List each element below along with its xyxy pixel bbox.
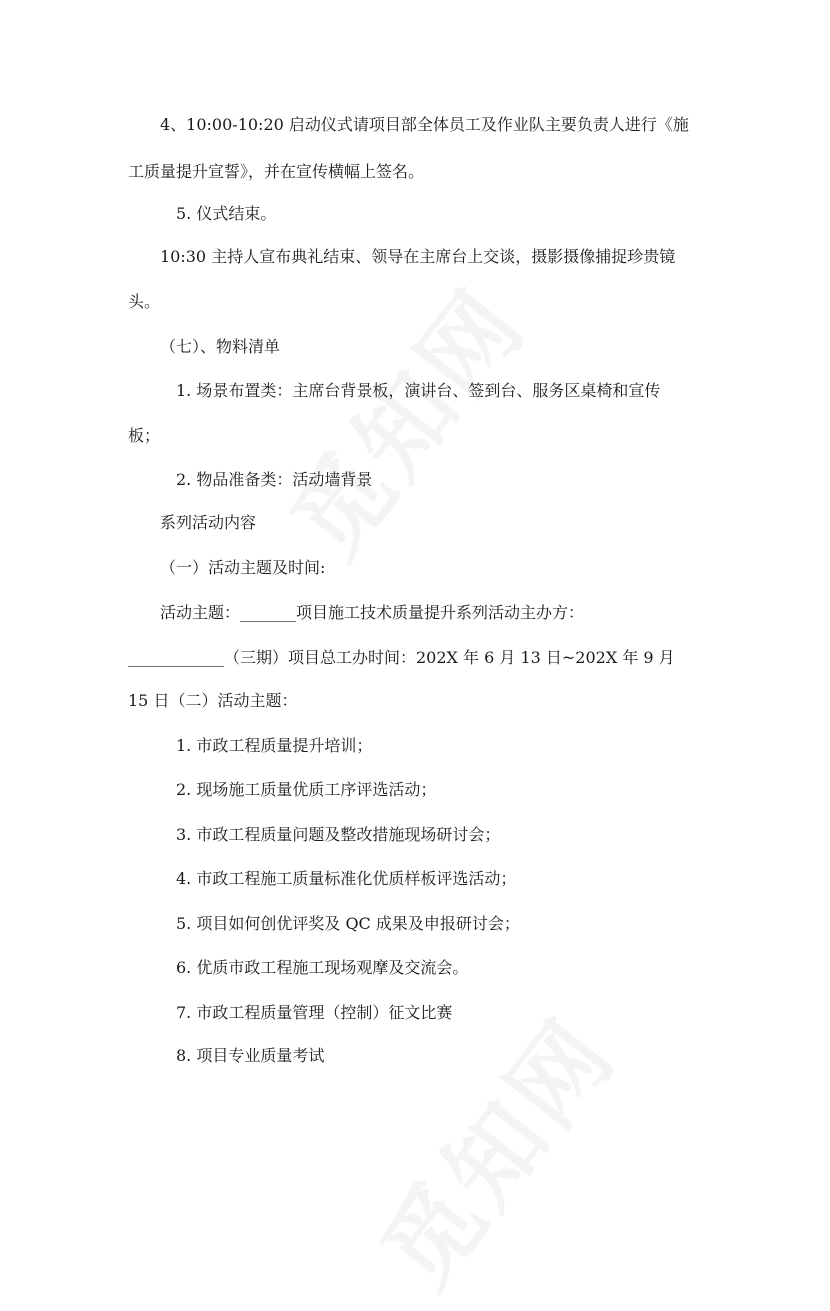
paragraph-line: 板； [128,426,161,445]
list-item: 2. 现场施工质量优质工序评选活动； [176,780,437,799]
paragraph-line: 工质量提升宣誓》，并在宣传横幅上签名。 [128,162,425,181]
watermark [345,986,641,1311]
list-item: 5. 仪式结束。 [176,204,277,223]
list-item: 1. 场景布置类：主席台背景板，演讲台、签到台、服务区桌椅和宣传 [176,381,661,400]
watermark [255,256,551,581]
paragraph-line: 15 日（二）活动主题： [128,691,298,710]
section-heading: （一）活动主题及时间: [160,558,326,577]
section-heading: 系列活动内容 [160,513,257,532]
list-item: 1. 市政工程质量提升培训； [176,736,373,755]
list-item: 7. 市政工程质量管理（控制）征文比赛 [176,1003,453,1022]
list-item: 3. 市政工程质量问题及整改措施现场研讨会； [176,825,501,844]
list-item: 4. 市政工程施工质量标准化优质样板评选活动； [176,869,517,888]
paragraph-line: 10:30 主持人宣布典礼结束、领导在主席台上交谈，摄影摄像捕捉珍贵镜 [160,247,676,266]
paragraph-line: 活动主题：_______项目施工技术质量提升系列活动主办方： [160,603,585,622]
paragraph-line: 头。 [128,292,161,311]
paragraph-line: ____________（三期）项目总工办时间：202X 年 6 月 13 日~202X 年 9 月 [128,648,675,667]
list-item: 6. 优质市政工程施工现场观摩及交流会。 [176,958,469,977]
list-item: 8. 项目专业质量考试 [176,1046,325,1065]
paragraph-line: 4、10:00-10:20 启动仪式请项目部全体员工及作业队主要负责人进行《施 [160,115,689,134]
list-item: 2. 物品准备类：活动墙背景 [176,470,373,489]
section-heading: （七）、物料清单 [160,337,281,356]
list-item: 5. 项目如何创优评奖及 QC 成果及申报研讨会； [176,914,520,933]
